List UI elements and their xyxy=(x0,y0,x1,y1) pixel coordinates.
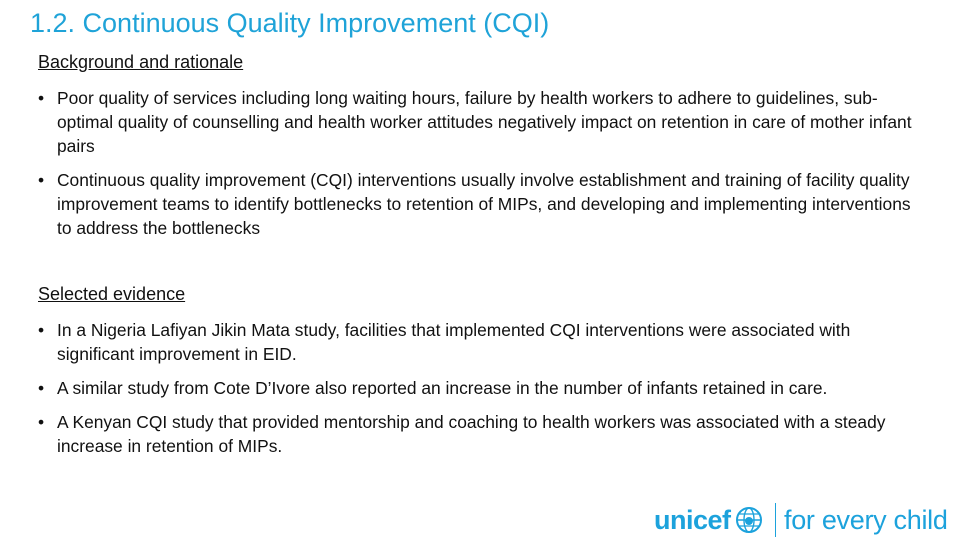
bullet-dot: • xyxy=(38,170,45,190)
unicef-logo xyxy=(654,498,948,542)
bullet-text: In a Nigeria Lafiyan Jikin Mata study, facilities that implemented CQI interventions were associated with significant improvement in EID. xyxy=(57,320,851,364)
bullet-text: Continuous quality improvement (CQI) interventions usually involve establishment and training of facility quality improvement teams to identify bottlenecks to retention of MIPs, and developing and implementing interventions to address the bottlenecks xyxy=(57,170,911,238)
list-item xyxy=(38,168,918,240)
bullet-text: A similar study from Cote D’Ivore also reported an increase in the number of infants retained in care. xyxy=(57,378,828,398)
logo-brand-text: unicef xyxy=(654,504,731,535)
bullet-dot: • xyxy=(38,412,45,432)
bullet-text: A Kenyan CQI study that provided mentorship and coaching to health workers was associated with a steady increase in retention of MIPs. xyxy=(57,412,886,456)
bullet-dot: • xyxy=(38,320,45,340)
list-item xyxy=(38,376,918,400)
bullet-dot: • xyxy=(38,88,45,108)
list-item xyxy=(38,410,918,458)
bullet-list-evidence xyxy=(38,318,918,458)
logo-divider xyxy=(775,503,777,537)
bullet-list-background xyxy=(38,86,918,240)
globe-emblem-icon xyxy=(735,506,763,534)
section-heading-evidence: Selected evidence xyxy=(38,284,186,304)
list-item xyxy=(38,318,918,366)
section-heading-background: Background and rationale xyxy=(38,52,244,72)
bullet-text: Poor quality of services including long waiting hours, failure by health workers to adhere to guidelines, sub-optimal quality of counselling and health worker attitudes negatively impact on retention in care of mother infant pairs xyxy=(57,88,912,156)
list-item xyxy=(38,86,918,158)
logo-tagline: for every child xyxy=(784,504,948,535)
slide-title: 1.2. Continuous Quality Improvement (CQI) xyxy=(30,8,550,38)
bullet-dot: • xyxy=(38,378,45,398)
